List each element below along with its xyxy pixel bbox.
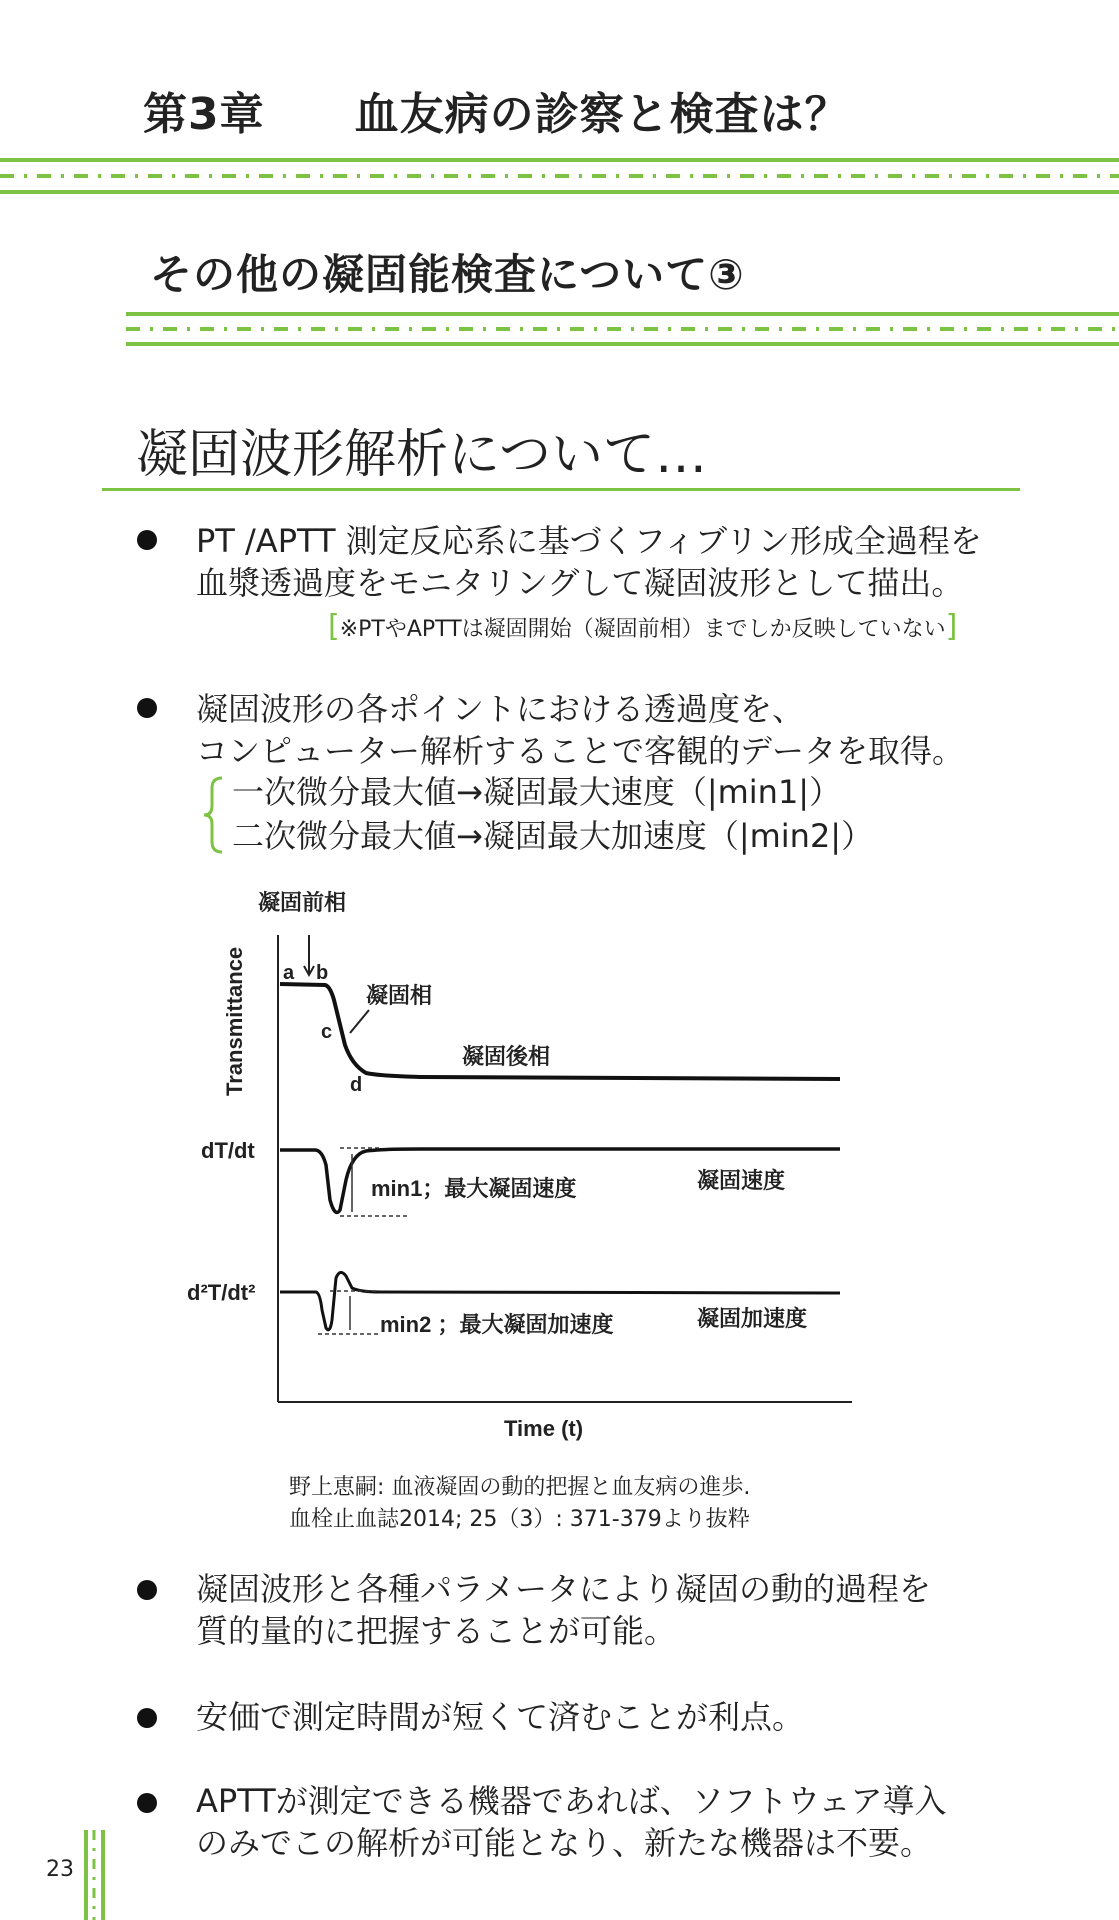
bullet-dot: [137, 698, 157, 718]
bullet-4-line-1: 安価で測定時間が短くて済むことが利点。: [196, 1698, 805, 1736]
phase-arrow: [350, 1010, 369, 1033]
bullet-1-text: [196, 520, 982, 604]
page-number: 23: [46, 1857, 74, 1882]
bullet-4-text: [196, 1696, 804, 1738]
point-d: d: [350, 1074, 363, 1096]
label-min1: min1；最大凝固速度: [371, 1176, 577, 1201]
label-accel: 凝固加速度: [697, 1306, 808, 1331]
bullet-dot: [137, 1708, 157, 1728]
note-bracket-open: [: [328, 609, 340, 644]
bullet-1-line-2: 血漿透過度をモニタリングして凝固波形として描出。: [196, 564, 964, 602]
citation: [289, 1472, 750, 1536]
bullet-5-line-2: のみでこの解析が可能となり、新たな機器は不要。: [196, 1824, 933, 1862]
bullet-5-text: [196, 1780, 946, 1864]
sub-brace: [200, 776, 230, 854]
label-phase: 凝固相: [366, 983, 433, 1008]
bullet-2-line-1: 凝固波形の各ポイントにおける透過度を、: [196, 690, 805, 728]
bullet-3-line-2: 質的量的に把握することが可能。: [196, 1612, 677, 1650]
x-axis-label: Time (t): [504, 1416, 584, 1441]
heading-underline: [102, 488, 1020, 491]
coagulation-waveform-figure: [180, 890, 880, 1450]
point-a: a: [283, 962, 295, 984]
page-heading: 凝固波形解析について…: [136, 425, 707, 485]
sub-item-2: 二次微分最大値→凝固最大加速度（|min2|）: [232, 817, 874, 855]
label-speed: 凝固速度: [697, 1168, 786, 1193]
bullet-1-note: [328, 609, 957, 644]
label-post-phase: 凝固後相: [462, 1044, 551, 1069]
bullet-dot: [137, 1793, 157, 1813]
bullet-dot: [137, 1580, 157, 1600]
bullet-3-text: [196, 1568, 931, 1652]
label-min2: min2 ；最大凝固加速度: [380, 1312, 614, 1337]
bullet-dot: [137, 530, 157, 550]
y-axis-label: Transmittance: [222, 946, 247, 1096]
label-d2T: d²T/dt²: [187, 1280, 256, 1305]
header-divider: [0, 158, 1119, 194]
citation-line-2: 血栓止血誌2014; 25（3）: 371-379より抜粋: [289, 1507, 750, 1532]
chapter-title: 第3章 血友病の診察と検査は？: [143, 89, 850, 140]
sub-item-1: 一次微分最大値→凝固最大速度（|min1|）: [232, 773, 842, 811]
section-title: その他の凝固能検査について③: [150, 250, 745, 299]
label-pre-phase: 凝固前相: [258, 890, 347, 915]
note-bracket-close: ]: [945, 609, 958, 644]
label-dT: dT/dt: [201, 1138, 255, 1163]
bullet-5-line-1: APTTが測定できる機器であれば、ソフトウェア導入: [196, 1782, 947, 1820]
transmittance-curve: [280, 984, 840, 1079]
bullet-2-line-2: コンピューター解析することで客観的データを取得。: [196, 732, 965, 770]
bullet-1-line-1: PT /APTT 測定反応系に基づくフィブリン形成全過程を: [196, 522, 982, 560]
footer-side-rule: [84, 1830, 106, 1920]
bullet-2-text: [196, 688, 964, 772]
citation-line-1: 野上恵嗣: 血液凝固の動的把握と血友病の進歩.: [289, 1475, 751, 1500]
sub-list: [232, 770, 873, 858]
point-b: b: [316, 962, 329, 984]
bullet-3-line-1: 凝固波形と各種パラメータにより凝固の動的過程を: [196, 1570, 932, 1608]
note-text: ※PTやAPTTは凝固開始（凝固前相）までしか反映していない: [339, 617, 946, 642]
section-divider: [126, 312, 1119, 346]
point-c: c: [321, 1021, 333, 1043]
